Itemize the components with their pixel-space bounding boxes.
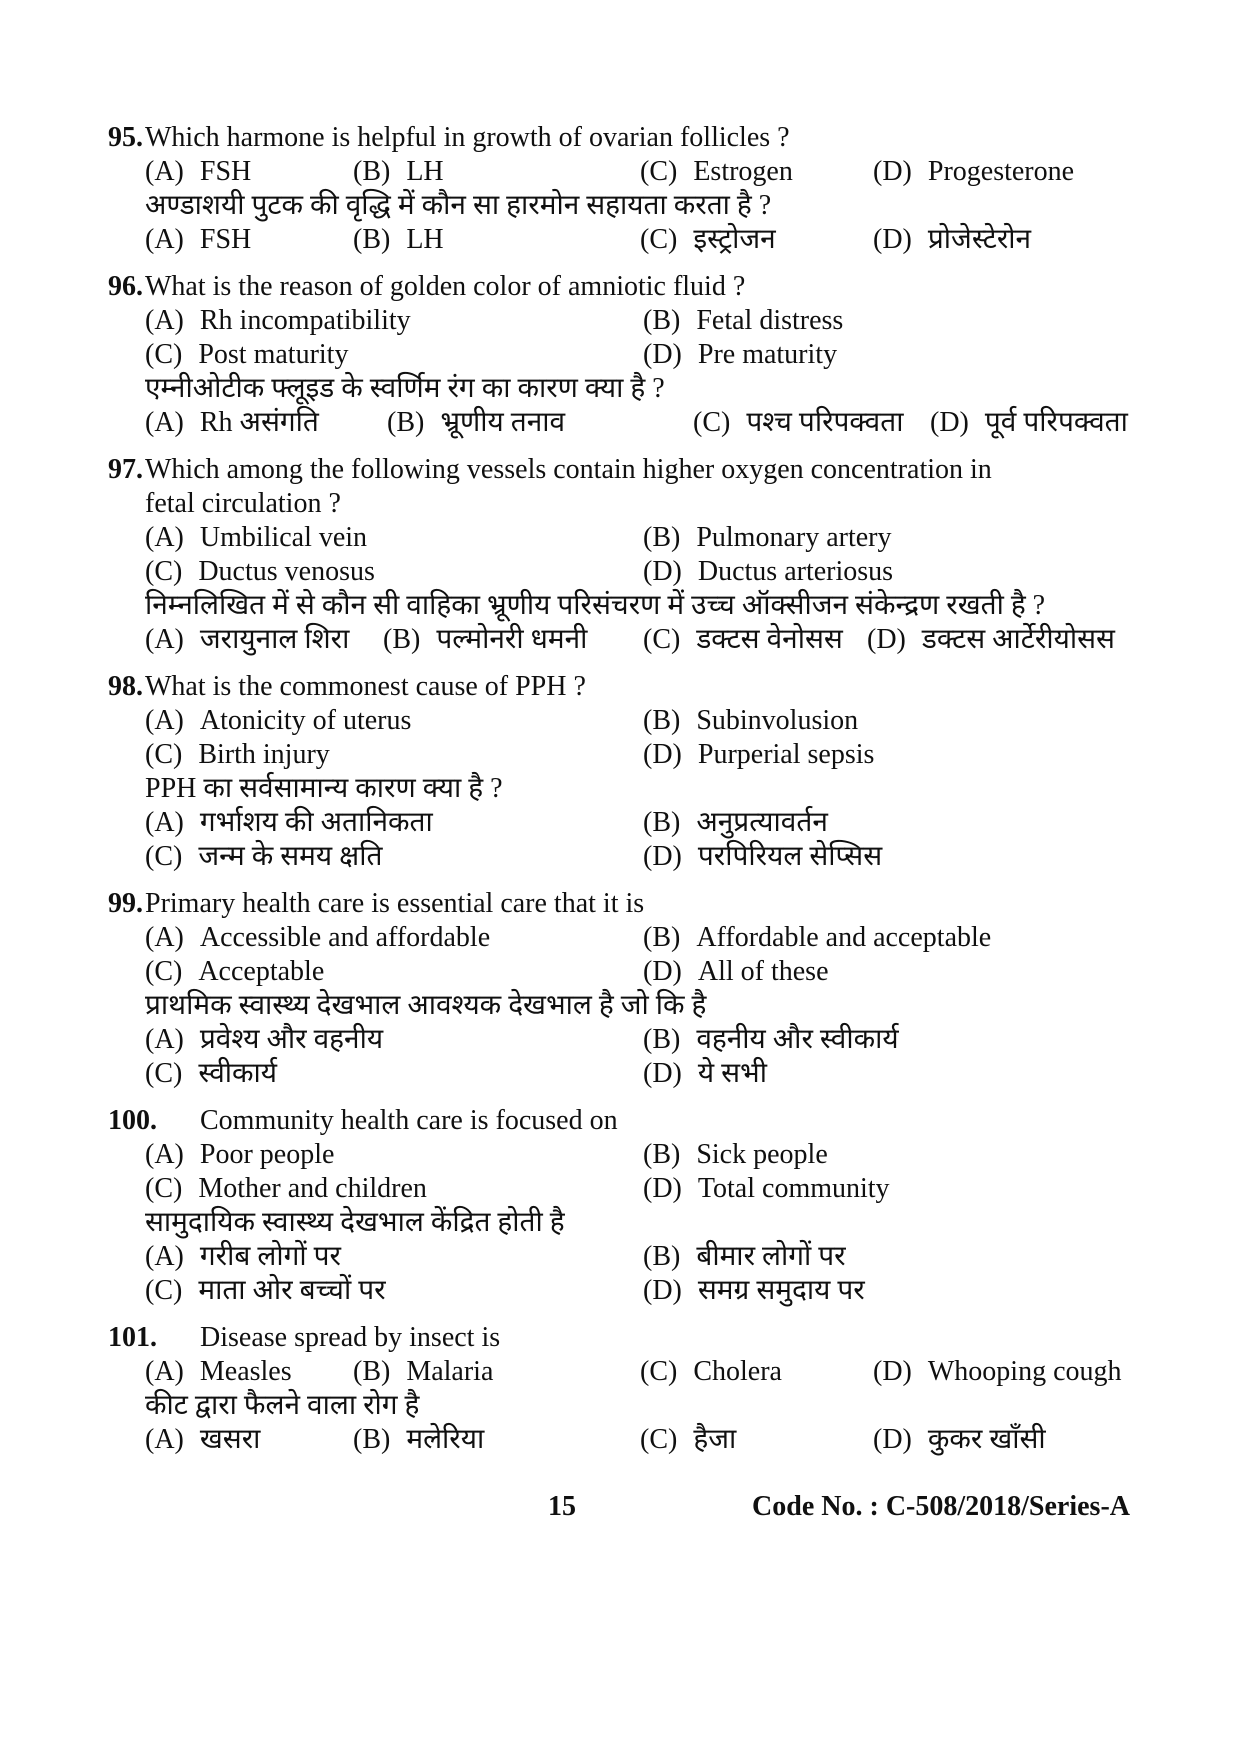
option-label: (D) (643, 1173, 682, 1204)
page-number: 15 (548, 1491, 576, 1522)
question-line-hi (145, 372, 1135, 406)
option-c-en (640, 155, 873, 189)
option-b-en (643, 704, 858, 738)
option-label: (C) (145, 339, 183, 370)
question-text-en: Disease spread by insect is (200, 1322, 501, 1353)
option-label: (B) (643, 807, 681, 838)
options-row-en (145, 738, 1135, 772)
option-label: (A) (145, 1424, 184, 1455)
option-text: Cholera (693, 1356, 782, 1387)
question-line-hi (145, 772, 1135, 806)
option-label: (B) (353, 156, 391, 187)
options-row-hi (145, 1423, 1135, 1457)
options-row-hi (145, 806, 1135, 840)
option-b-en (643, 521, 892, 555)
option-text: गरीब लोगों पर (199, 1241, 341, 1272)
option-text: डक्टस वेनोसस (696, 624, 843, 655)
option-label: (B) (353, 224, 391, 255)
option-text: ये सभी (697, 1058, 767, 1089)
option-label: (D) (643, 556, 682, 587)
option-text: LH (406, 156, 444, 187)
option-text: गर्भाशय की अतानिकता (199, 807, 433, 838)
option-text: Mother and children (198, 1173, 427, 1204)
paper-code: Code No. : C-508/2018/Series-A (752, 1491, 1130, 1522)
options-row-en (145, 955, 1135, 989)
option-label: (C) (145, 1275, 183, 1306)
option-text: FSH (199, 156, 252, 187)
option-text: Purperial sepsis (697, 739, 875, 770)
option-label: (A) (145, 522, 184, 553)
option-a-en (145, 1355, 353, 1389)
option-label: (D) (930, 407, 969, 438)
option-text: Total community (697, 1173, 890, 1204)
option-b-hi (643, 806, 828, 840)
question-number: 96. (108, 271, 143, 302)
question-text-hi: कीट द्वारा फैलने वाला रोग है (145, 1390, 420, 1421)
question-number: 100. (108, 1105, 157, 1136)
question-line-en (145, 1104, 1135, 1138)
option-text: कुकर खाँसी (927, 1424, 1046, 1455)
option-label: (A) (145, 305, 184, 336)
question-line-hi (145, 1389, 1135, 1423)
question-number: 98. (108, 671, 143, 702)
option-c-en (145, 555, 643, 589)
options-row-hi (145, 1023, 1135, 1057)
option-label: (A) (145, 224, 184, 255)
question-text-en: Which among the following vessels contain higher oxygen concentration in (145, 454, 992, 485)
option-b-en (643, 1138, 828, 1172)
options-row-hi (145, 623, 1135, 657)
option-label: (D) (873, 156, 912, 187)
option-text: Progesterone (927, 156, 1075, 187)
option-text: पल्मोनरी धमनी (436, 624, 588, 655)
option-label: (C) (145, 841, 183, 872)
question-line-en (145, 670, 1135, 704)
option-b-hi (643, 1023, 899, 1057)
option-text: खसरा (199, 1424, 261, 1455)
option-d-hi (873, 223, 1031, 257)
options-row-hi (145, 1274, 1135, 1308)
option-label: (A) (145, 407, 184, 438)
option-text: Pre maturity (697, 339, 838, 370)
option-text: माता ओर बच्चों पर (198, 1275, 386, 1306)
option-text: वहनीय और स्वीकार्य (696, 1024, 899, 1055)
option-text: Subinvolusion (696, 705, 859, 736)
option-label: (B) (643, 305, 681, 336)
option-b-hi (643, 1240, 846, 1274)
option-a-en (145, 704, 643, 738)
option-text: Rh incompatibility (199, 305, 411, 336)
option-label: (A) (145, 807, 184, 838)
options-row-en (145, 921, 1135, 955)
option-label: (C) (693, 407, 731, 438)
option-text: Affordable and acceptable (696, 922, 992, 953)
option-text: स्वीकार्य (198, 1058, 278, 1089)
option-label: (B) (643, 1241, 681, 1272)
question-line-en (145, 453, 1135, 487)
option-label: (D) (873, 224, 912, 255)
option-c-en (640, 1355, 873, 1389)
option-d-hi (873, 1423, 1046, 1457)
option-text: Atonicity of uterus (199, 705, 412, 736)
option-c-hi (640, 223, 873, 257)
option-a-en (145, 521, 643, 555)
option-b-en (643, 921, 991, 955)
question-98 (108, 670, 1135, 874)
question-95 (108, 121, 1135, 257)
option-label: (C) (640, 1356, 678, 1387)
question-99 (108, 887, 1135, 1091)
option-b-en (353, 1355, 640, 1389)
option-text: समग्र समुदाय पर (697, 1275, 865, 1306)
option-label: (B) (383, 624, 421, 655)
question-text-hi: निम्नलिखित में से कौन सी वाहिका भ्रूणीय परिसंचरण में उच्च ऑक्सीजन संकेन्द्रण रखती है ? (145, 590, 1046, 621)
option-label: (D) (643, 1058, 682, 1089)
question-number: 95. (108, 122, 143, 153)
option-text: Ductus venosus (198, 556, 375, 587)
option-text: डक्टस आर्टेरीयोसस (921, 624, 1115, 655)
options-row-en (145, 338, 1135, 372)
option-d-hi (643, 1057, 767, 1091)
option-text: अनुप्रत्यावर्तन (696, 807, 828, 838)
question-text-hi: सामुदायिक स्वास्थ्य देखभाल केंद्रित होती है (145, 1207, 565, 1238)
option-c-hi (693, 406, 930, 440)
option-b-en (643, 304, 843, 338)
option-label: (A) (145, 156, 184, 187)
option-label: (C) (640, 224, 678, 255)
options-row-hi (145, 1240, 1135, 1274)
option-label: (C) (145, 739, 183, 770)
option-text: जरायुनाल शिरा (199, 624, 350, 655)
question-96 (108, 270, 1135, 440)
question-line-en (145, 887, 1135, 921)
question-text-hi: एम्नीओटीक फ्लूइड के स्वर्णिम रंग का कारण क्या है ? (145, 373, 665, 404)
option-label: (A) (145, 705, 184, 736)
option-d-en (873, 155, 1074, 189)
question-100 (108, 1104, 1135, 1308)
options-row-en (145, 1355, 1135, 1389)
option-a-hi (145, 806, 643, 840)
option-b-hi (383, 623, 643, 657)
options-row-hi (145, 223, 1135, 257)
option-d-en (643, 738, 874, 772)
option-c-hi (640, 1423, 873, 1457)
option-label: (B) (643, 705, 681, 736)
options-row-en (145, 1172, 1135, 1206)
question-text-hi: अण्डाशयी पुटक की वृद्धि में कौन सा हारमोन सहायता करता है ? (145, 190, 772, 221)
options-row-en (145, 304, 1135, 338)
option-label: (A) (145, 1024, 184, 1055)
option-text: Measles (199, 1356, 292, 1387)
question-line-hi (145, 1206, 1135, 1240)
options-row-en (145, 704, 1135, 738)
option-text: हैजा (693, 1424, 737, 1455)
option-d-en (643, 555, 893, 589)
options-row-en (145, 1138, 1135, 1172)
option-c-en (145, 955, 643, 989)
option-label: (C) (145, 956, 183, 987)
question-line-en-2 (145, 487, 1135, 521)
question-text-en: Primary health care is essential care that it is (145, 888, 645, 919)
options-row-en (145, 555, 1135, 589)
option-text: Accessible and affordable (199, 922, 491, 953)
option-label: (D) (873, 1424, 912, 1455)
question-line-en (145, 1321, 1135, 1355)
question-text-en: Community health care is focused on (200, 1105, 618, 1136)
option-label: (B) (353, 1424, 391, 1455)
option-label: (B) (387, 407, 425, 438)
option-text: Sick people (696, 1139, 828, 1170)
question-text-en: Which harmone is helpful in growth of ovarian follicles ? (145, 122, 790, 153)
option-text: Poor people (199, 1139, 335, 1170)
option-text: भ्रूणीय तनाव (440, 407, 566, 438)
option-a-en (145, 155, 353, 189)
option-label: (A) (145, 1356, 184, 1387)
option-a-en (145, 1138, 643, 1172)
option-label: (C) (145, 1058, 183, 1089)
options-row-hi (145, 1057, 1135, 1091)
option-text: Fetal distress (696, 305, 844, 336)
option-text: पश्च परिपक्वता (746, 407, 904, 438)
option-text: Birth injury (198, 739, 330, 770)
option-label: (D) (643, 1275, 682, 1306)
option-d-en (873, 1355, 1122, 1389)
option-b-en (353, 155, 640, 189)
option-label: (B) (643, 1139, 681, 1170)
option-c-en (145, 738, 643, 772)
option-b-hi (387, 406, 693, 440)
option-label: (D) (643, 739, 682, 770)
options-row-en (145, 521, 1135, 555)
option-label: (C) (640, 1424, 678, 1455)
option-label: (D) (643, 339, 682, 370)
option-label: (B) (353, 1356, 391, 1387)
option-c-en (145, 338, 643, 372)
option-d-hi (930, 406, 1128, 440)
option-text: All of these (697, 956, 829, 987)
option-text: Estrogen (693, 156, 793, 187)
option-text: Post maturity (198, 339, 349, 370)
question-97 (108, 453, 1135, 657)
option-label: (A) (145, 922, 184, 953)
question-text-hi: PPH का सर्वसामान्य कारण क्या है ? (145, 773, 503, 804)
page-footer (108, 1490, 1130, 1524)
option-label: (B) (643, 1024, 681, 1055)
option-b-hi (353, 1423, 640, 1457)
option-c-hi (145, 1057, 643, 1091)
question-number: 97. (108, 454, 143, 485)
option-label: (D) (643, 841, 682, 872)
option-text: Rh असंगति (199, 407, 319, 438)
option-label: (A) (145, 624, 184, 655)
option-a-hi (145, 1423, 353, 1457)
option-label: (C) (145, 1173, 183, 1204)
question-list (108, 121, 1135, 1457)
option-a-hi (145, 223, 353, 257)
question-number: 101. (108, 1322, 157, 1353)
option-text: Whooping cough (927, 1356, 1122, 1387)
option-text: मलेरिया (406, 1424, 485, 1455)
option-c-hi (643, 623, 867, 657)
option-d-hi (643, 840, 882, 874)
option-d-hi (867, 623, 1115, 657)
option-a-hi (145, 406, 387, 440)
option-label: (D) (867, 624, 906, 655)
option-label: (D) (873, 1356, 912, 1387)
option-d-en (643, 1172, 890, 1206)
question-line-hi (145, 589, 1135, 623)
option-text: प्रवेश्य और वहनीय (199, 1024, 384, 1055)
options-row-hi (145, 406, 1135, 440)
question-101 (108, 1321, 1135, 1457)
option-text: Ductus arteriosus (697, 556, 894, 587)
question-text-en-continued: fetal circulation ? (145, 488, 341, 519)
option-c-hi (145, 1274, 643, 1308)
option-a-hi (145, 623, 383, 657)
option-text: Malaria (406, 1356, 494, 1387)
option-text: बीमार लोगों पर (696, 1241, 846, 1272)
option-text: जन्म के समय क्षति (198, 841, 383, 872)
question-line-hi (145, 189, 1135, 223)
option-text: LH (406, 224, 444, 255)
option-label: (C) (643, 624, 681, 655)
option-d-hi (643, 1274, 865, 1308)
option-a-en (145, 304, 643, 338)
option-label: (C) (145, 556, 183, 587)
option-a-hi (145, 1023, 643, 1057)
options-row-hi (145, 840, 1135, 874)
option-c-hi (145, 840, 643, 874)
question-line-hi (145, 989, 1135, 1023)
options-row-en (145, 155, 1135, 189)
option-a-en (145, 921, 643, 955)
option-text: प्रोजेस्टेरोन (927, 224, 1032, 255)
option-b-hi (353, 223, 640, 257)
option-text: Acceptable (198, 956, 325, 987)
question-number: 99. (108, 888, 143, 919)
option-d-en (643, 955, 829, 989)
option-c-en (145, 1172, 643, 1206)
option-text: Pulmonary artery (696, 522, 892, 553)
option-label: (B) (643, 922, 681, 953)
option-text: परपिरियल सेप्सिस (697, 841, 883, 872)
option-label: (B) (643, 522, 681, 553)
option-label: (A) (145, 1241, 184, 1272)
option-label: (D) (643, 956, 682, 987)
option-d-en (643, 338, 837, 372)
option-text: FSH (199, 224, 252, 255)
question-text-en: What is the commonest cause of PPH ? (145, 671, 586, 702)
option-text: इस्ट्रोजन (693, 224, 776, 255)
option-label: (C) (640, 156, 678, 187)
question-line-en (145, 121, 1135, 155)
option-text: Umbilical vein (199, 522, 368, 553)
question-text-en: What is the reason of golden color of amniotic fluid ? (145, 271, 746, 302)
question-text-hi: प्राथमिक स्वास्थ्य देखभाल आवश्यक देखभाल है जो कि है (145, 990, 707, 1021)
option-a-hi (145, 1240, 643, 1274)
option-text: पूर्व परिपक्वता (984, 407, 1128, 438)
question-line-en (145, 270, 1135, 304)
option-label: (A) (145, 1139, 184, 1170)
